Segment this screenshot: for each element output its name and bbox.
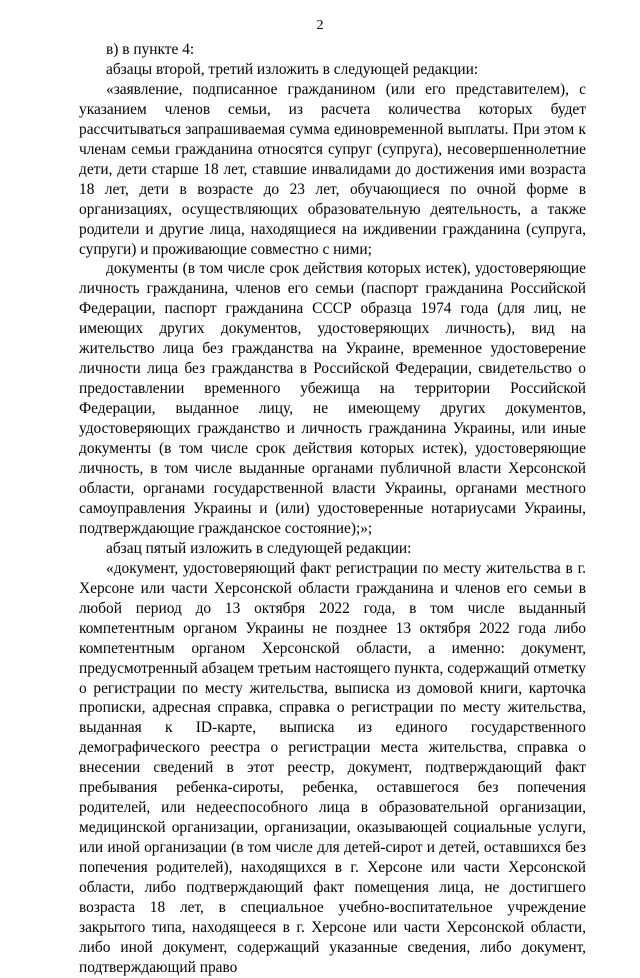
paragraph-amendment-intro: абзацы второй, третий изложить в следующей редакции: xyxy=(106,60,479,78)
page-number: 2 xyxy=(316,18,324,33)
paragraph-subitem-heading: в) в пункте 4: xyxy=(106,41,195,58)
paragraph-identity-documents: документы (в том числе срок действия которых истек), удостоверяющие личность гражданина, членов его семьи (паспорт гражданина Российской Федерации, паспорт гражданина СССР образца 1974 года (для лиц, не имеющих других документов, удостоверяющих личность), вид на жительство лица без гражданства на Украине, временное удостоверение личности лица без гражданства в Российской Федерации, свидетельство о предоставлении временного убежища на территории Российской Федерации, выданное лицу, не имеющему других документов, удостоверяющих гражданство и личность гражданина Украины, или иные документы (в том числе срок действия которых истек), удостоверяющие личность, в том числе выданные органами публичной власти Херсонской области, органами государственной власти Украины, органами местного самоуправления Украины и (или) удостоверенные нотариусами Украины, подтверждающие гражданское состояние);»; xyxy=(79,260,586,537)
paragraph-registration-document: «документ, удостоверяющий факт регистрации по месту жительства в г. Херсоне или части Херсонской области гражданина и членов его семьи в любой период до 13 октября 2022 года, в том числе выданный компетентным органом Украины не позднее 13 октября 2022 года либо компетентным органом Херсонской области, а именно: документ, предусмотренный абзацем третьим настоящего пункта, содержащий отметку о регистрации по месту жительства, выписка из домовой книги, карточка прописки, адресная справка, справка о регистрации по месту жительства, выданная к ID-карте, выписка из единого государственного демографического реестра о регистрации места жительства, справка о внесении сведений в этот реестр, документ, подтверждающий факт пребывания ребенка-сироты, ребенка, оставшегося без попечения родителей, или недееспособного лица в образовательной организации, медицинской организации, организации, оказывающей социальные услуги, или иной организации (в том числе для детей-сирот и детей, оставшихся без попечения родителей), находящихся в г. Херсоне или части Херсонской области, либо подтверждающий факт помещения лица, не достигшего возраста 18 лет, в специальное учебно-воспитательное учреждение закрытого типа, находящееся в г. Херсоне или части Херсонской области, либо иной документ, содержащий указанные сведения, либо документ, подтверждающий право xyxy=(79,559,586,976)
paragraph-fifth-intro: абзац пятый изложить в следующей редакции: xyxy=(106,539,412,557)
document-body xyxy=(79,40,586,978)
paragraph-application: «заявление, подписанное гражданином (или его представителем), с указанием членов семьи, из расчета количества которых будет рассчитываться запрашиваемая сумма единовременной выплаты. При этом к членам семьи гражданина относятся супруг (супруга), несовершеннолетние дети, дети старше 18 лет, ставшие инвалидами до достижения ими возраста 18 лет, дети в возрасте до 23 лет, обучающиеся по очной форме в организациях, осуществляющих образовательную деятельность, а также родители и другие лица, находящиеся на иждивении гражданина (супруга, супруги) и проживающие совместно с ними; xyxy=(79,80,586,258)
